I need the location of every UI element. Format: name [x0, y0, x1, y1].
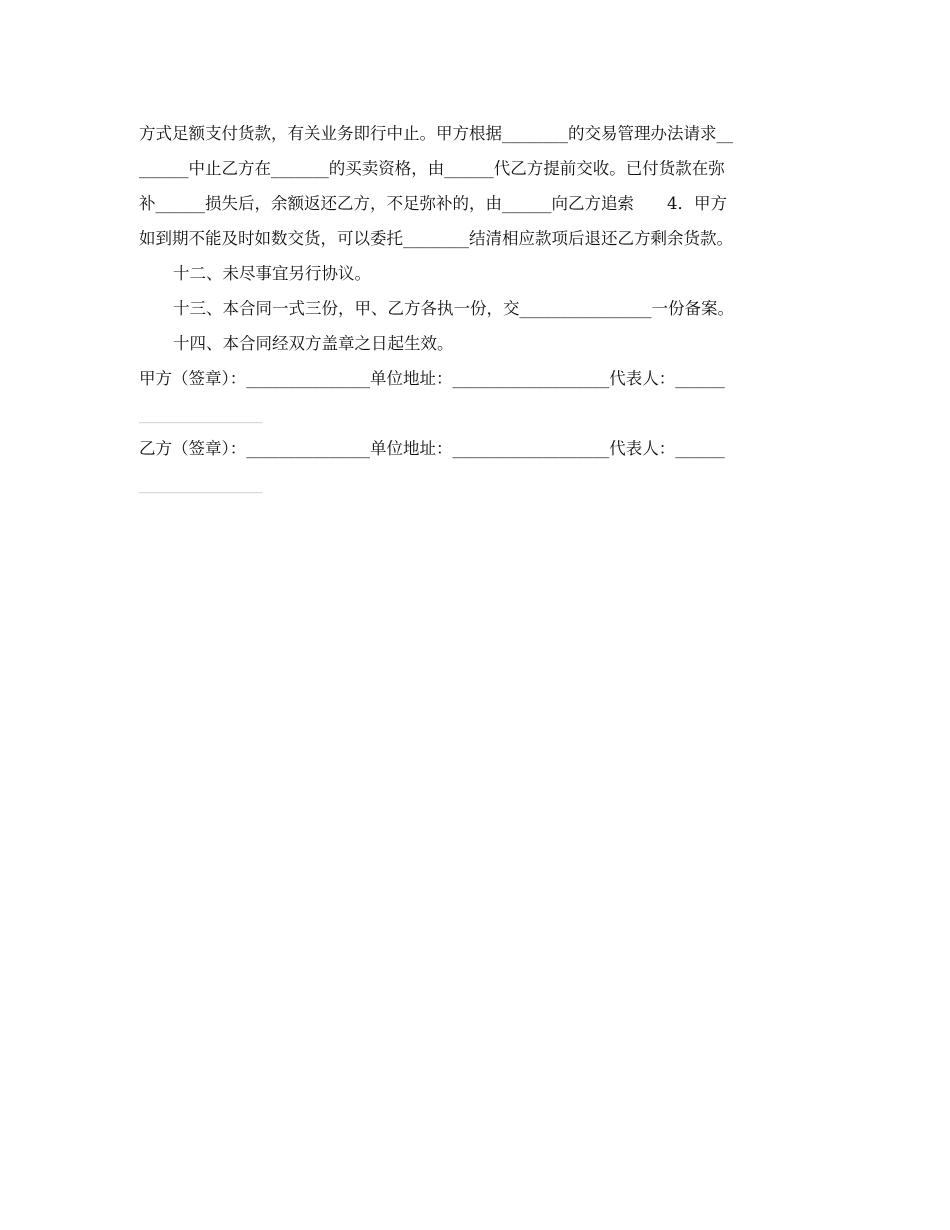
paragraph-payment-terms	[139, 116, 813, 256]
clause-12: 十二、未尽事宜另行协议。	[173, 264, 371, 283]
text-line: 方式足额支付货款，有关业务即行中止。甲方根据________的交易管理办法请求__	[139, 124, 733, 143]
party-a-signature-line: 甲方（签章）：_______________单位地址：___________________代表人：______	[139, 369, 725, 388]
clause-14: 十四、本合同经双方盖章之日起生效。	[173, 334, 454, 353]
party-a-signature-continuation: _______________	[139, 404, 263, 423]
text-line: ______中止乙方在_______的买卖资格，由______代乙方提前交收。已付货款在弥	[139, 159, 725, 178]
party-a-signature-block	[139, 361, 813, 431]
party-b-signature-continuation: _______________	[139, 474, 263, 493]
clause-13: 十三、本合同一式三份，甲、乙方各执一份，交________________一份备案。	[173, 299, 734, 318]
contract-body	[139, 116, 813, 501]
party-b-signature-line: 乙方（签章）：_______________单位地址：___________________代表人：______	[139, 439, 725, 458]
party-b-signature-block	[139, 431, 813, 501]
text-line: 如到期不能及时如数交货，可以委托________结清相应款项后退还乙方剩余货款。	[139, 229, 733, 248]
text-line: 补______损失后，余额返还乙方，不足弥补的，由______向乙方追索 4．甲方	[139, 194, 727, 213]
